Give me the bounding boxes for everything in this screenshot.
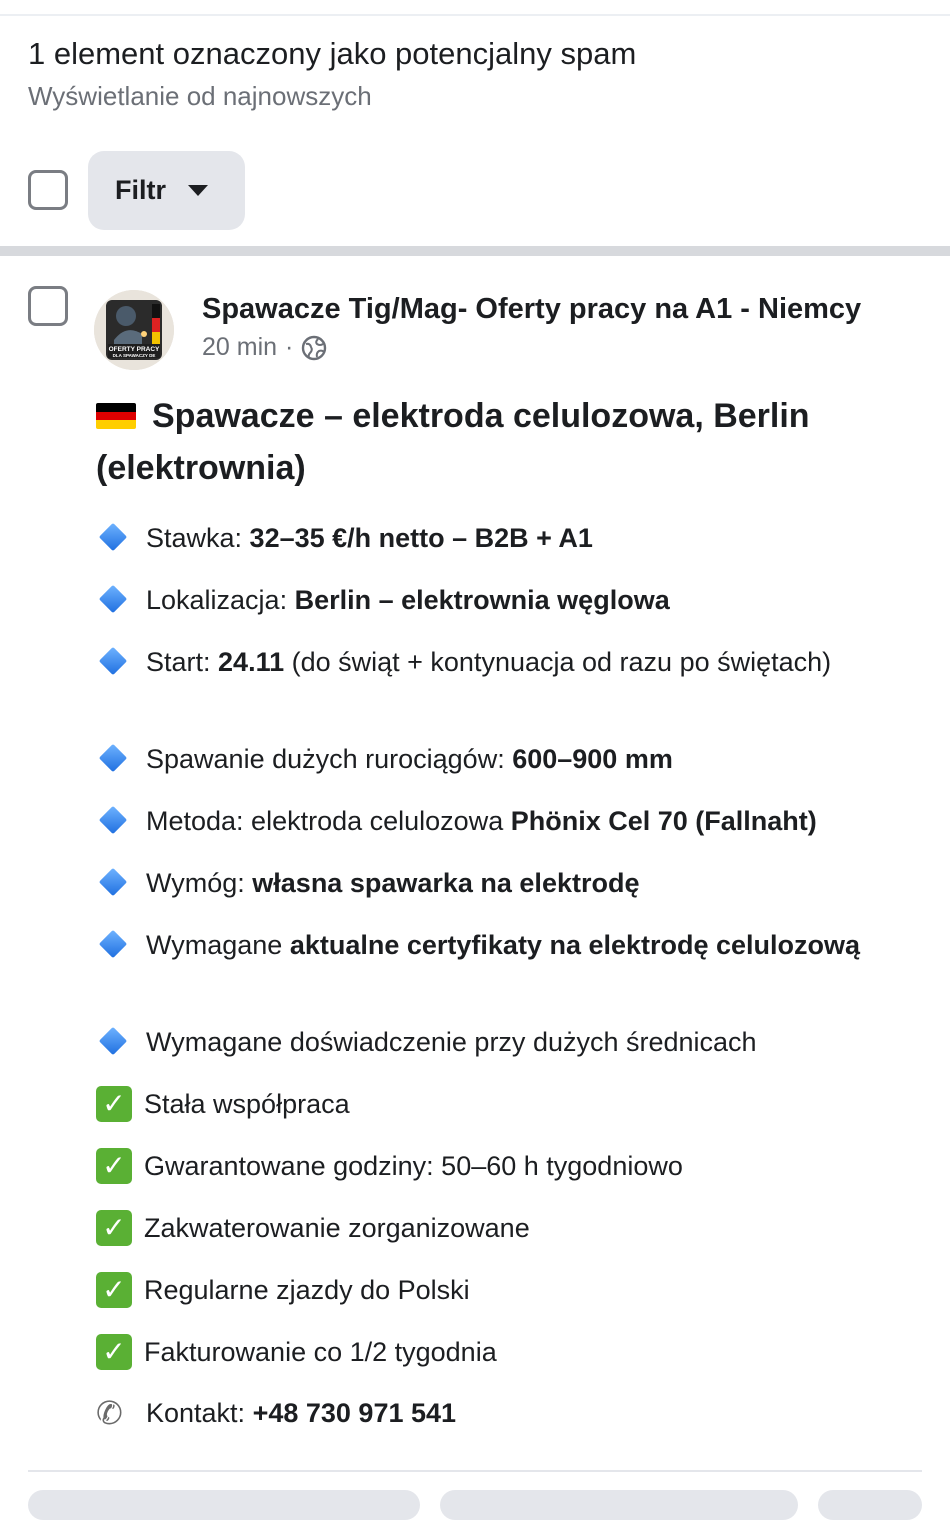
check-mark-button-icon: ✓ (96, 1272, 132, 1308)
post-check-line (96, 1149, 916, 1186)
line-bold: aktualne certyfikaty na elektrodę celulozową (289, 930, 861, 960)
post-check-line (96, 1335, 916, 1372)
telephone-receiver-icon: ✆ (96, 1394, 123, 1431)
post-check-line (96, 1211, 916, 1248)
line-label: Wymóg: (146, 868, 253, 898)
check-mark-button-icon: ✓ (96, 1148, 132, 1184)
post-line (96, 645, 916, 680)
actions-separator (28, 1470, 922, 1472)
blue-diamond-icon (96, 523, 134, 553)
line-bold: Phönix Cel 70 (Fallnaht) (510, 806, 817, 836)
post-line (96, 804, 916, 839)
blue-diamond-icon (96, 806, 134, 836)
spam-header (28, 36, 928, 112)
post-line (96, 583, 916, 618)
blue-diamond-icon (96, 868, 134, 898)
meta-separator: · (285, 333, 294, 361)
section-divider (0, 246, 950, 256)
blue-diamond-icon (96, 744, 134, 774)
line-bold: 600–900 mm (512, 744, 673, 774)
line-label: Wymagane doświadczenie przy dużych średnicach (146, 1027, 757, 1057)
post-title-text: Spawacze – elektroda celulozowa, Berlin (elektrownia) (96, 397, 810, 487)
line-label: Metoda: elektroda celulozowa (146, 806, 511, 836)
line-label: Wymagane (146, 930, 290, 960)
contact-label: Kontakt: (146, 1398, 253, 1428)
post-line (96, 1025, 916, 1060)
post-title (96, 390, 916, 494)
post-check-line (96, 1087, 916, 1124)
contact-line (96, 1396, 916, 1433)
contact-phone[interactable]: +48 730 971 541 (252, 1398, 457, 1428)
group-avatar[interactable] (94, 290, 174, 370)
avatar-text-line1: OFERTY PRACY (108, 346, 160, 353)
line-bold: 32–35 €/h netto – B2B + A1 (249, 523, 593, 553)
top-border (0, 14, 950, 16)
post-timestamp[interactable]: 20 min (202, 333, 278, 361)
post-meta (202, 333, 327, 362)
group-name-link[interactable]: Spawacze Tig/Mag- Oferty pracy na A1 - Niemcy (202, 293, 862, 325)
sort-order-label: Wyświetlanie od najnowszych (28, 81, 372, 111)
line-bold: 24.11 (218, 647, 285, 677)
select-all-checkbox[interactable] (28, 170, 68, 210)
line-bold: własna spawarka na elektrodę (252, 868, 640, 898)
line-rest: (do świąt + kontynuacja od razu po świętach) (284, 647, 832, 677)
line-label: Stawka: (146, 523, 250, 553)
check-text: Fakturowanie co 1/2 tygodnia (144, 1337, 497, 1367)
globe-icon (301, 335, 327, 361)
blue-diamond-icon (96, 647, 134, 677)
check-text: Regularne zjazdy do Polski (144, 1275, 470, 1305)
germany-flag-icon (96, 403, 136, 429)
welder-logo-icon (94, 290, 174, 370)
check-mark-button-icon: ✓ (96, 1210, 132, 1246)
action-button-1[interactable] (28, 1490, 420, 1520)
caret-down-icon (188, 185, 208, 196)
line-label: Lokalizacja: (146, 585, 295, 615)
check-text: Zakwaterowanie zorganizowane (144, 1213, 530, 1243)
line-label: Start: (146, 647, 219, 677)
filter-label: Filtr (115, 175, 166, 205)
action-button-2[interactable] (440, 1490, 798, 1520)
check-mark-button-icon: ✓ (96, 1086, 132, 1122)
check-mark-button-icon: ✓ (96, 1334, 132, 1370)
post-line (96, 521, 916, 556)
line-label: Spawanie dużych rurociągów: (146, 744, 513, 774)
line-bold: Berlin – elektrownia węglowa (294, 585, 670, 615)
blue-diamond-icon (96, 1027, 134, 1057)
check-text: Stała współpraca (144, 1089, 350, 1119)
spam-count-title: 1 element oznaczony jako potencjalny spam (28, 36, 637, 71)
post-line (96, 742, 916, 777)
blue-diamond-icon (96, 930, 134, 960)
avatar-text-line2: DLA SPAWACZY DE (112, 353, 156, 358)
check-text: Gwarantowane godziny: 50–60 h tygodniowo (144, 1151, 683, 1181)
post-line (96, 866, 916, 901)
filter-button[interactable] (88, 151, 245, 230)
post-check-line (96, 1273, 916, 1310)
action-button-more[interactable] (818, 1490, 922, 1520)
blue-diamond-icon (96, 585, 134, 615)
post-select-checkbox[interactable] (28, 286, 68, 326)
post-line (96, 928, 916, 963)
